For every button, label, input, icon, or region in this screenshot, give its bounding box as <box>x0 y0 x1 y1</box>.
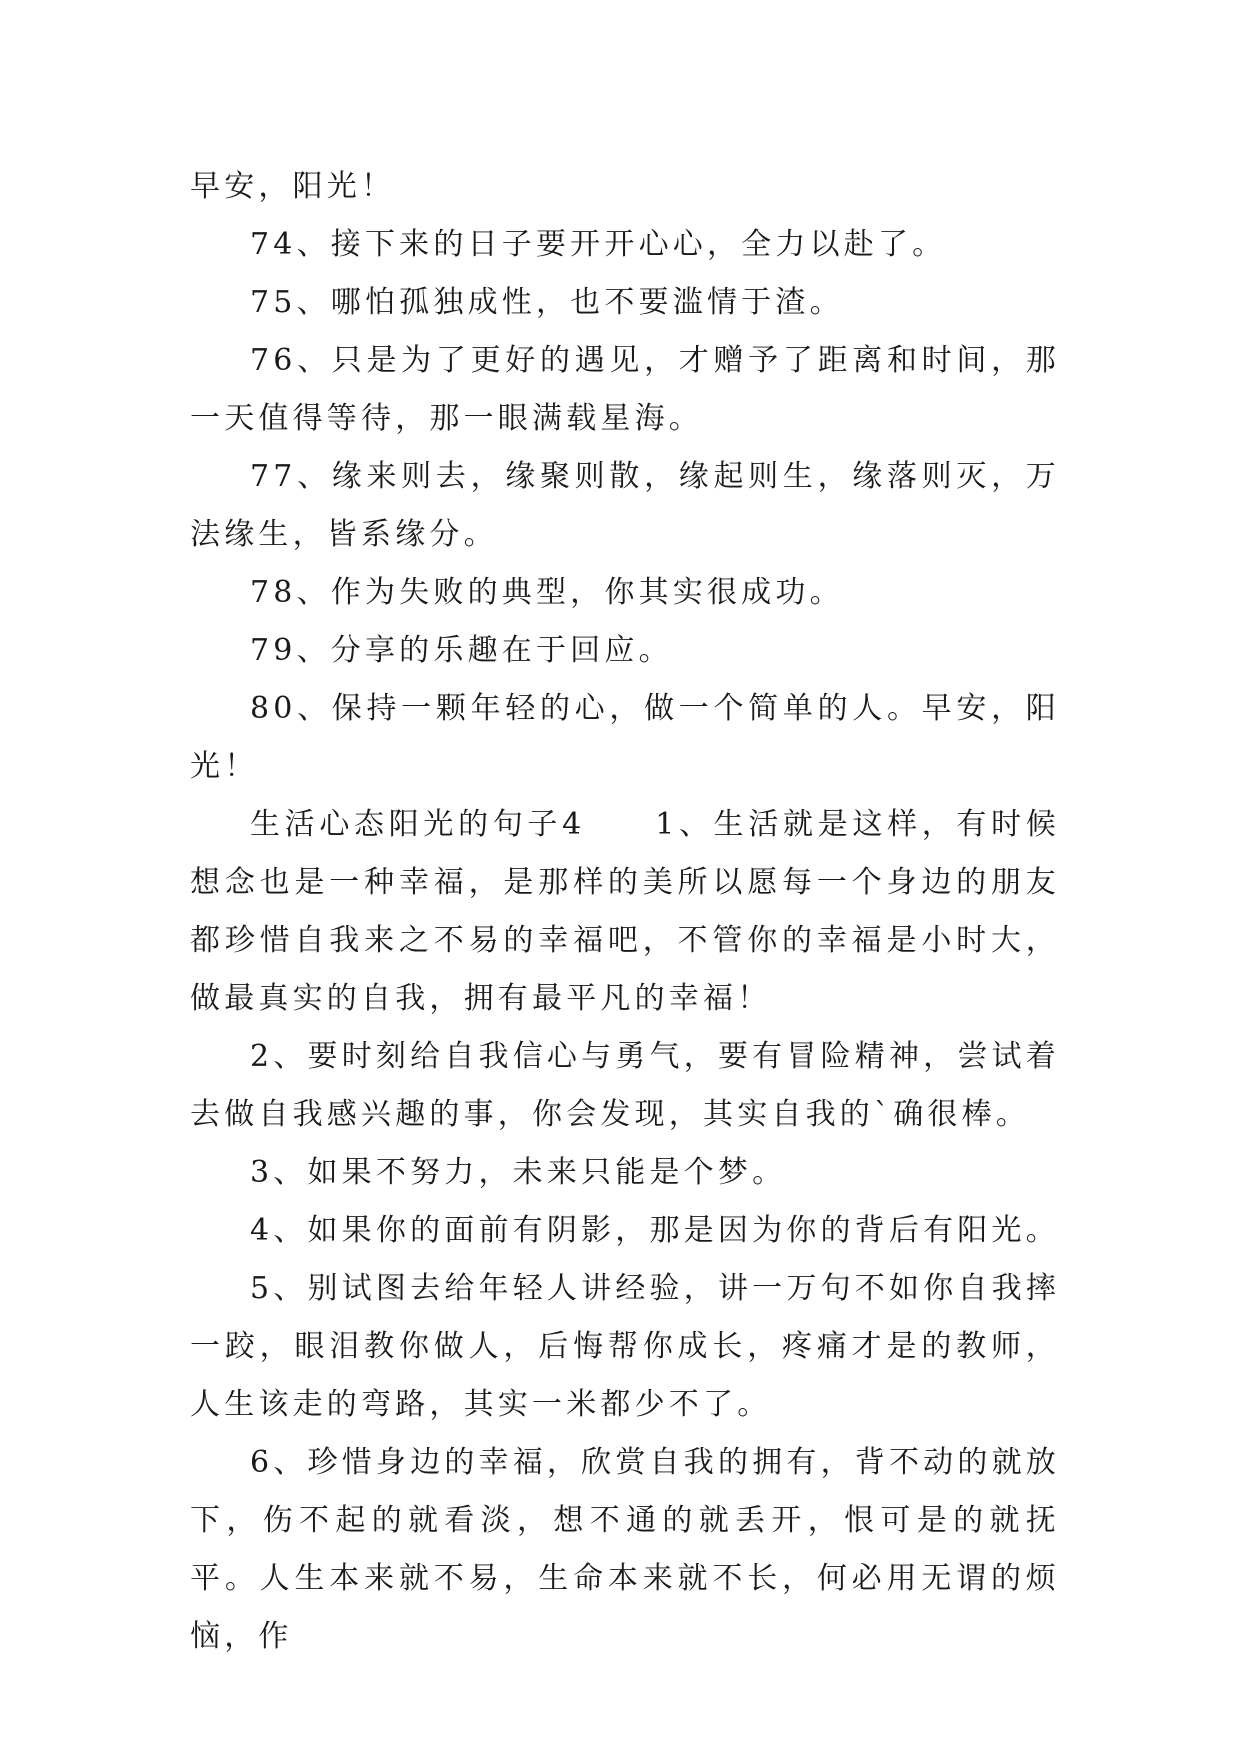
paragraph-80: 80、保持一颗年轻的心，做一个简单的人。早安，阳光！ <box>190 691 1060 784</box>
paragraph-77: 77、缘来则去，缘聚则散，缘起则生，缘落则灭，万法缘生，皆系缘分。 <box>190 459 1060 552</box>
paragraph-2: 2、要时刻给自我信心与勇气，要有冒险精神，尝试着去做自我感兴趣的事，你会发现，其实自我的`确很棒。 <box>190 1039 1060 1132</box>
paragraph-continuation: 早安，阳光！ <box>190 169 396 204</box>
paragraph-5: 5、别试图去给年轻人讲经验，讲一万句不如你自我摔一跤，眼泪教你做人，后悔帮你成长，疼痛才是的教师，人生该走的弯路，其实一米都少不了。 <box>190 1271 1060 1422</box>
document-body <box>190 158 1060 1666</box>
paragraph-section4-1: 生活心态阳光的句子4 1、生活就是这样，有时候想念也是一种幸福，是那样的美所以愿每一个身边的朋友都珍惜自我来之不易的幸福吧，不管你的幸福是小时大，做最真实的自我，拥有最平凡的幸福！ <box>190 807 1060 1016</box>
paragraph-6: 6、珍惜身边的幸福，欣赏自我的拥有，背不动的就放下，伤不起的就看淡，想不通的就丢开，恨可是的就抚平。人生本来就不易，生命本来就不长，何必用无谓的烦恼，作 <box>190 1445 1060 1654</box>
paragraph-79: 79、分享的乐趣在于回应。 <box>250 633 673 668</box>
paragraph-76: 76、只是为了更好的遇见，才赠予了距离和时间，那一天值得等待，那一眼满载星海。 <box>190 343 1060 436</box>
paragraph-4: 4、如果你的面前有阴影，那是因为你的背后有阳光。 <box>250 1213 1060 1248</box>
paragraph-78: 78、作为失败的典型，你其实很成功。 <box>250 575 844 610</box>
paragraph-75: 75、哪怕孤独成性，也不要滥情于渣。 <box>250 285 844 320</box>
paragraph-3: 3、如果不努力，未来只能是个梦。 <box>250 1155 787 1190</box>
paragraph-74: 74、接下来的日子要开开心心，全力以赴了。 <box>250 227 947 262</box>
